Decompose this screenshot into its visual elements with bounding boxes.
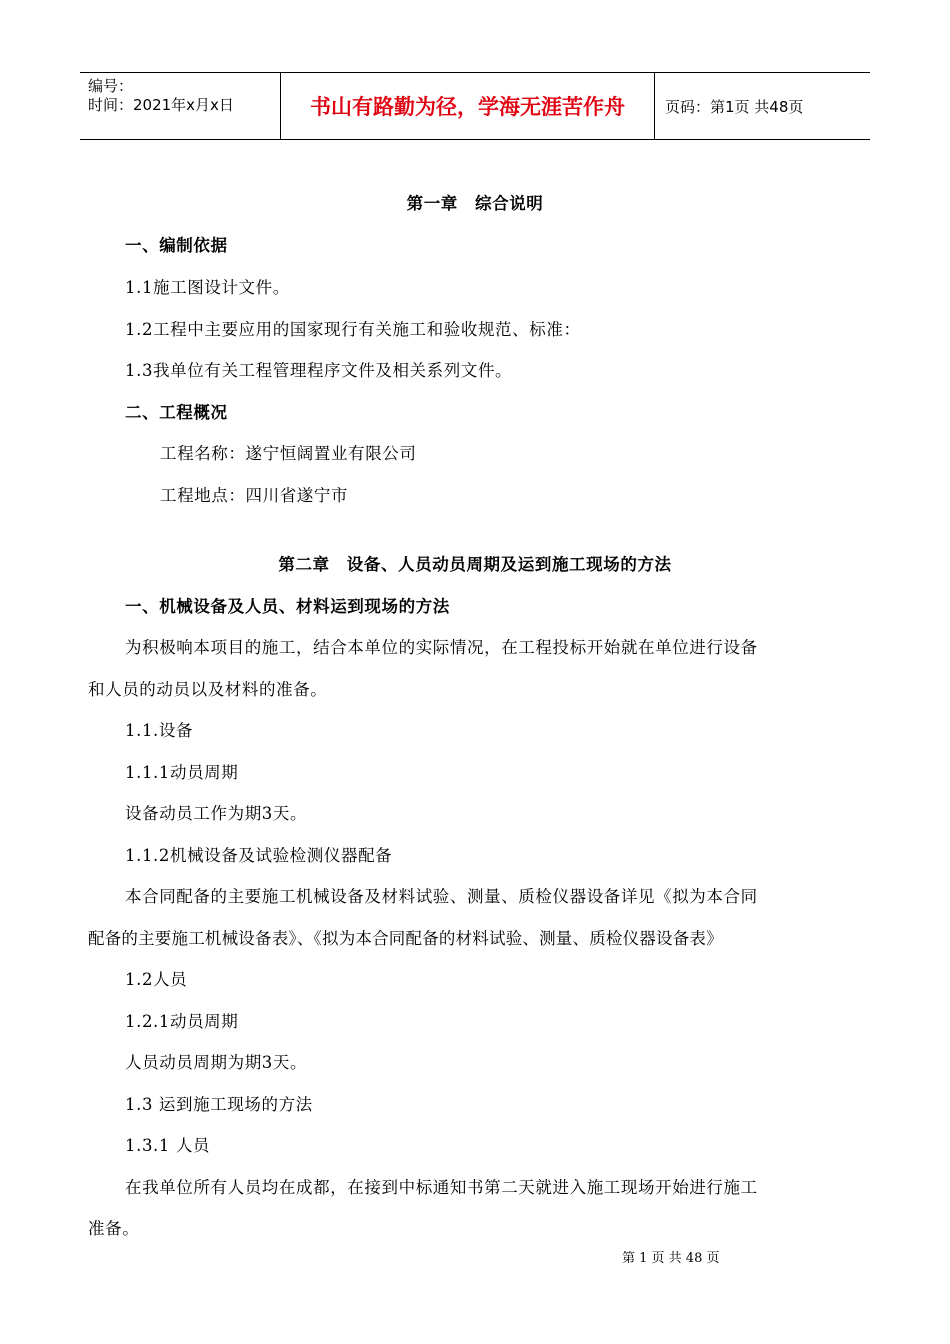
doc-time-label: 时间：2021年x月x日 [88, 96, 234, 114]
text-line: 1.3 运到施工现场的方法 [125, 1095, 313, 1114]
paragraph-line: 准备。 [88, 1219, 140, 1238]
text-line: 1.2工程中主要应用的国家现行有关施工和验收规范、标准： [125, 320, 581, 339]
section-title: 一、机械设备及人员、材料运到现场的方法 [125, 597, 450, 616]
text-line: 1.1.设备 [125, 721, 194, 740]
text-line: 1.3.1 人员 [125, 1136, 211, 1155]
text-line: 人员动员周期为期3天。 [125, 1053, 308, 1072]
text-line: 1.2.1动员周期 [125, 1012, 239, 1031]
section-title: 一、编制依据 [125, 236, 228, 255]
chapter-2-title: 第二章 设备、人员动员周期及运到施工现场的方法 [278, 555, 672, 574]
paragraph-line: 配备的主要施工机械设备表》、《拟为本合同配备的材料试验、测量、质检仪器设备表》 [88, 929, 723, 948]
header-meta [80, 73, 281, 139]
paragraph-line: 在我单位所有人员均在成都，在接到中标通知书第二天就进入施工现场开始进行施工 [125, 1178, 758, 1197]
page-header [80, 72, 870, 140]
paragraph-line: 本合同配备的主要施工机械设备及材料试验、测量、质检仪器设备详见《拟为本合同 [125, 887, 758, 906]
header-motto: 书山有路勤为径，学海无涯苦作舟 [281, 73, 655, 139]
text-line: 1.1.1动员周期 [125, 763, 239, 782]
project-site: 工程地点：四川省遂宁市 [160, 486, 349, 505]
text-line: 1.3我单位有关工程管理程序文件及相关系列文件。 [125, 361, 513, 380]
paragraph-line: 为积极响本项目的施工，结合本单位的实际情况，在工程投标开始就在单位进行设备 [125, 638, 758, 657]
text-line: 1.2人员 [125, 970, 188, 989]
chapter-1-title: 第一章 综合说明 [406, 194, 544, 213]
text-line: 1.1.2机械设备及试验检测仪器配备 [125, 846, 393, 865]
page-footer: 第 1 页 共 48 页 [622, 1251, 720, 1266]
text-line: 设备动员工作为期3天。 [125, 804, 308, 823]
header-page-info: 页码：第1页 共48页 [665, 97, 804, 116]
section-title: 二、工程概况 [125, 403, 228, 422]
paragraph-line: 和人员的动员以及材料的准备。 [88, 680, 328, 699]
project-name: 工程名称：遂宁恒阔置业有限公司 [160, 444, 417, 463]
text-line: 1.1施工图设计文件。 [125, 278, 290, 297]
doc-number-label: 编号： [88, 77, 134, 95]
